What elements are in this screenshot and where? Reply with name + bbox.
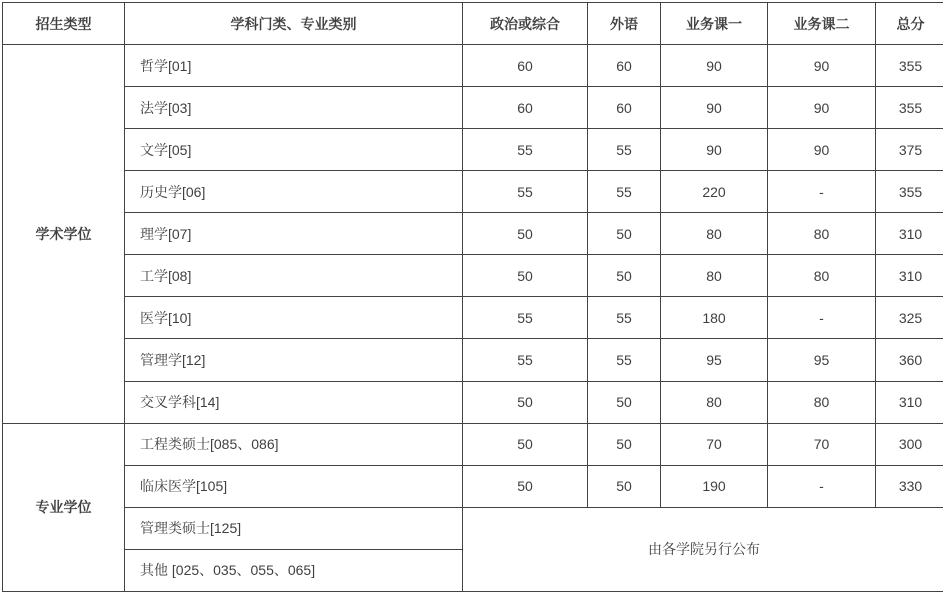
header-row — [3, 3, 943, 45]
score-cell: 70 — [768, 423, 876, 465]
category-cell: 哲学[01] — [125, 45, 463, 87]
score-cell: 50 — [463, 423, 588, 465]
column-header-politics-or-comprehensive: 政治或综合 — [463, 3, 588, 45]
score-cell: 50 — [463, 465, 588, 507]
score-cell: 60 — [463, 45, 588, 87]
score-cell: 55 — [588, 171, 661, 213]
column-header-total-score: 总分 — [876, 3, 943, 45]
score-cell: 60 — [463, 87, 588, 129]
table-row — [3, 129, 943, 171]
score-cell: 95 — [768, 339, 876, 381]
score-cell: 90 — [768, 45, 876, 87]
table-row — [3, 87, 943, 129]
column-header-admission-type: 招生类型 — [3, 3, 125, 45]
score-cell: 90 — [768, 129, 876, 171]
table-row — [3, 465, 943, 507]
announcement-note-cell: 由各学院另行公布 — [463, 507, 943, 591]
category-cell: 历史学[06] — [125, 171, 463, 213]
score-cell: 55 — [588, 129, 661, 171]
score-cell: - — [768, 465, 876, 507]
column-header-foreign-language: 外语 — [588, 3, 661, 45]
table-row — [3, 423, 943, 465]
table-row — [3, 507, 943, 549]
score-cell: - — [768, 171, 876, 213]
score-cell: 90 — [661, 45, 768, 87]
score-cell: 80 — [768, 381, 876, 423]
score-cell: 355 — [876, 87, 943, 129]
column-header-major-course-2: 业务课二 — [768, 3, 876, 45]
score-cell: 360 — [876, 339, 943, 381]
table-row — [3, 45, 943, 87]
score-cell: 50 — [588, 465, 661, 507]
category-cell: 管理类硕士[125] — [125, 507, 463, 549]
category-cell: 医学[10] — [125, 297, 463, 339]
score-cell: 60 — [588, 45, 661, 87]
score-cell: 55 — [463, 171, 588, 213]
category-cell: 法学[03] — [125, 87, 463, 129]
table-row — [3, 297, 943, 339]
score-cell: 80 — [661, 255, 768, 297]
score-cell: 80 — [768, 255, 876, 297]
score-cell: 90 — [661, 129, 768, 171]
score-cell: 50 — [588, 423, 661, 465]
score-cell: 90 — [661, 87, 768, 129]
score-cell: 220 — [661, 171, 768, 213]
score-cell: 300 — [876, 423, 943, 465]
table-row — [3, 381, 943, 423]
column-header-major-course-1: 业务课一 — [661, 3, 768, 45]
score-cell: 95 — [661, 339, 768, 381]
score-cell: 55 — [588, 297, 661, 339]
table-row — [3, 255, 943, 297]
score-cell: 310 — [876, 255, 943, 297]
score-cell: 180 — [661, 297, 768, 339]
column-header-subject-category: 学科门类、专业类别 — [125, 3, 463, 45]
table-row — [3, 213, 943, 255]
score-cell: 50 — [463, 255, 588, 297]
score-cell: 325 — [876, 297, 943, 339]
category-cell: 工学[08] — [125, 255, 463, 297]
score-cell: 310 — [876, 381, 943, 423]
table-row — [3, 339, 943, 381]
category-cell: 管理学[12] — [125, 339, 463, 381]
score-cell: 50 — [463, 381, 588, 423]
table-row — [3, 171, 943, 213]
score-cell: 190 — [661, 465, 768, 507]
score-cell: 80 — [768, 213, 876, 255]
admission-score-table — [2, 2, 943, 592]
score-cell: - — [768, 297, 876, 339]
category-cell: 交叉学科[14] — [125, 381, 463, 423]
score-cell: 330 — [876, 465, 943, 507]
score-cell: 60 — [588, 87, 661, 129]
score-cell: 90 — [768, 87, 876, 129]
category-cell: 理学[07] — [125, 213, 463, 255]
category-cell: 工程类硕士[085、086] — [125, 423, 463, 465]
category-cell: 临床医学[105] — [125, 465, 463, 507]
score-cell: 375 — [876, 129, 943, 171]
score-cell: 55 — [463, 339, 588, 381]
group-label-academic-degree: 学术学位 — [3, 45, 125, 424]
score-cell: 50 — [463, 213, 588, 255]
score-cell: 50 — [588, 381, 661, 423]
score-cell: 310 — [876, 213, 943, 255]
score-cell: 50 — [588, 213, 661, 255]
score-cell: 50 — [588, 255, 661, 297]
score-cell: 355 — [876, 171, 943, 213]
category-cell: 文学[05] — [125, 129, 463, 171]
score-cell: 80 — [661, 213, 768, 255]
score-cell: 70 — [661, 423, 768, 465]
score-cell: 55 — [463, 297, 588, 339]
score-cell: 80 — [661, 381, 768, 423]
score-cell: 55 — [463, 129, 588, 171]
score-cell: 55 — [588, 339, 661, 381]
score-cell: 355 — [876, 45, 943, 87]
category-cell: 其他 [025、035、055、065] — [125, 549, 463, 591]
group-label-professional-degree: 专业学位 — [3, 423, 125, 591]
